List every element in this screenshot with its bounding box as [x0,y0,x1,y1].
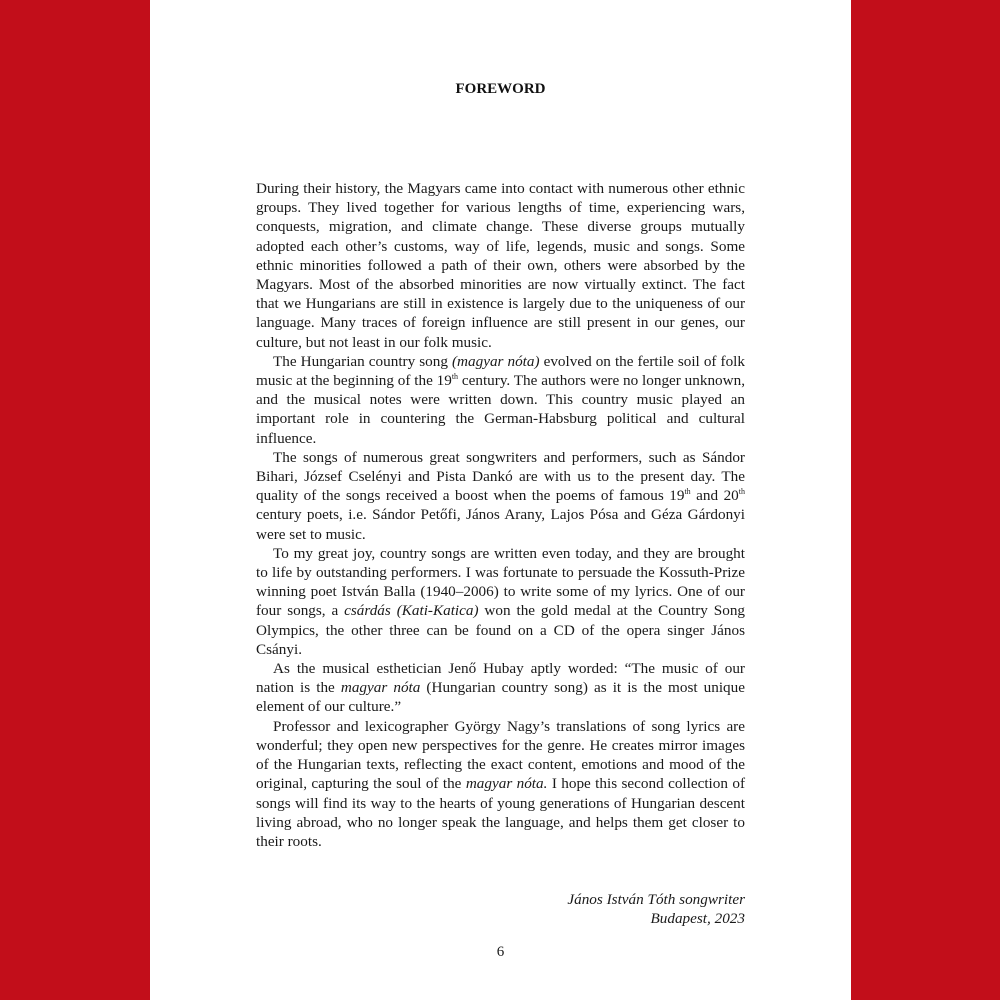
text-run: and 20 [690,487,739,505]
text-run: The songs of numerous great songwriters and performers, such as Sándor Bihari, József Cselényi and Pista Dankó are with us to the present day. The quality of the songs received a boost when the poems of famous 19 [256,448,745,505]
signature-name: János István Tóth songwriter [567,891,745,908]
superscript: th [451,372,459,382]
paragraph [256,544,745,659]
italic-text: (magyar nóta) [451,352,540,370]
text-run: During their history, the Magyars came into contact with numerous other ethnic groups. They lived together for various lengths of time, experiencing wars, conquests, migration, and climate change. These diverse groups mutually adopted each other’s customs, way of life, legends, music and songs. Some ethnic minorities followed a path of their own, others were absorbed by the Magyars. Most of the absorbed minorities are now virtually extinct. The fact that we Hungarians are still in existence is largely due to the uniqueness of our language. Many traces of foreign influence are still present in our genes, our culture, but not least in our folk music. [256,180,745,351]
page-number: 6 [496,944,505,960]
text-run: Professor and lexicographer György Nagy’s translations of song lyrics are wonderful; they open new perspectives for the genre. He creates mirror images of the Hungarian texts, reflecting the exact content, emotions and mood of the original, capturing the soul of the [256,717,745,793]
superscript: th [684,487,691,497]
paragraph [256,659,745,717]
text-run: (Hungarian country song) as it is the most unique element of our culture.” [256,679,745,716]
paragraph [256,717,745,851]
text-run: To my great joy, country songs are written even today, and they are brought to life by outstanding performers. I was fortunate to persuade the Kossuth-Prize winning poet István Balla (1940–2006) to write some of my lyrics. One of our four songs, a [256,544,745,620]
italic-text: magyar nóta. [465,775,548,793]
text-run: As the musical esthetician Jenő Hubay aptly worded: “The music of our nation is the [256,660,745,697]
document-page [150,0,851,1000]
superscript: th [738,487,745,497]
text-run: The Hungarian country song [273,352,452,370]
italic-text: magyar nóta [340,679,421,697]
text-run: evolved on the fertile soil of folk music at the beginning of the 19 [256,352,745,390]
signature-block [256,890,745,928]
paragraph [256,448,745,544]
paragraph [256,352,745,448]
foreword-body [256,179,745,851]
signature-place-date: Budapest, 2023 [650,910,745,928]
text-run: I hope this second collection of songs will find its way to the hearts of young generations of Hungarian descent living abroad, who no longer speak the language, and helps them get closer to their roots. [256,775,746,850]
page-title: FOREWORD [455,81,546,97]
text-run: century. The authors were no longer unknown, and the musical notes were written down. This country music played an important role in countering the German-Habsburg political and cultural influence. [256,372,745,447]
italic-text: csárdás (Kati-Katica) [344,602,479,620]
paragraph [256,179,745,352]
text-run: won the gold medal at the Country Song Olympics, the other three can be found on a CD of the opera singer János Csányi. [256,602,746,658]
text-run: century poets, i.e. Sándor Petőfi, János Arany, Lajos Pósa and Géza Gárdonyi were set to music. [256,506,745,543]
